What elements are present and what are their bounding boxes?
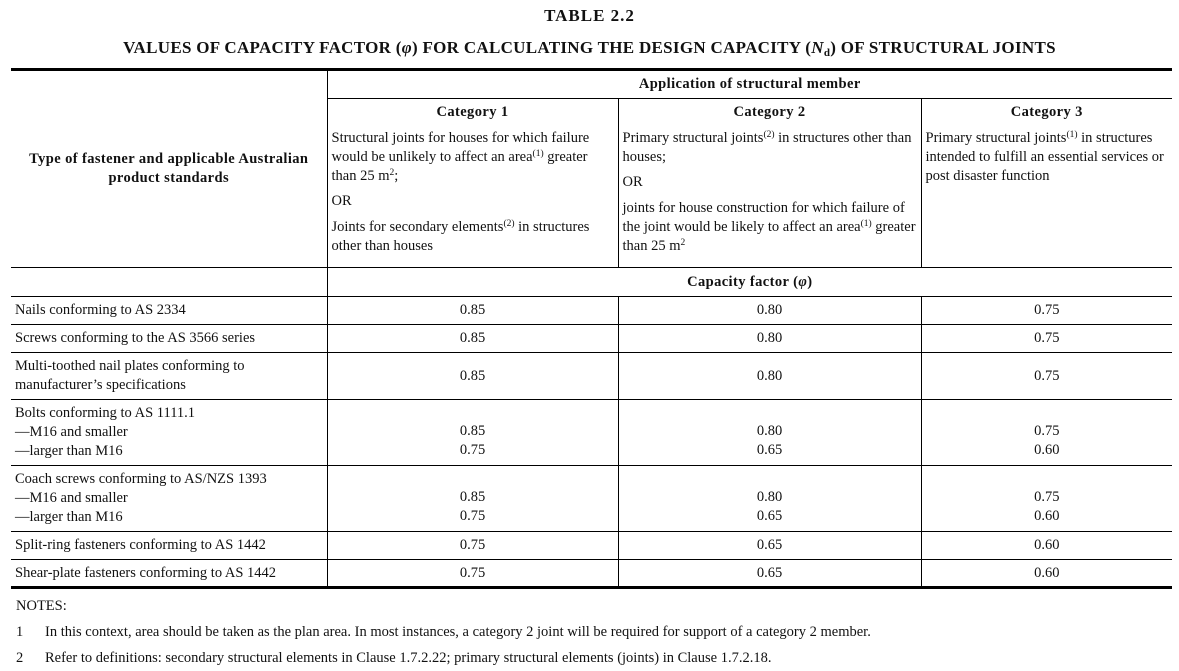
note-2 <box>16 650 771 667</box>
note-2-number: 2 <box>16 650 24 666</box>
category-2-description <box>618 127 921 268</box>
title-n-sub: d <box>823 47 831 59</box>
fastener-type-line: Shear-plate fasteners conforming to AS 1442 <box>15 564 277 581</box>
capacity-factor-value: 0.60 <box>1034 537 1060 553</box>
category-1-description <box>327 127 618 268</box>
category-1-factor-cell <box>327 297 618 325</box>
note-1 <box>16 624 871 641</box>
capacity-factor-value: 0.65 <box>756 564 783 581</box>
table-number: TABLE 2.2 <box>544 6 635 25</box>
capacity-factor-value: 0.85 <box>459 423 486 439</box>
fastener-type-line: Multi-toothed nail plates conforming to <box>15 358 245 374</box>
capacity-factor-value: 0.80 <box>756 489 783 505</box>
fastener-type-line: Screws conforming to the AS 3566 series <box>15 330 256 346</box>
fastener-type-line: —larger than M16 <box>15 443 123 459</box>
fastener-type-line: Split-ring fasteners conforming to AS 1442 <box>15 537 266 553</box>
category-3-factor-cell <box>921 400 1172 466</box>
category-2-factor-cell <box>618 532 921 560</box>
category-3-factor-cell <box>921 560 1172 588</box>
fastener-type-cell <box>11 353 327 400</box>
data-rows <box>11 297 1172 588</box>
capacity-factor-value: 0.85 <box>459 302 486 318</box>
table-title <box>0 38 1179 59</box>
category-1-para-2: Joints for secondary elements$^{(2)}$ in structures other than houses <box>331 218 590 254</box>
category-2-factor-cell <box>618 466 921 532</box>
fastener-type-header: Type of fastener and applicable Australian product standards <box>11 70 327 268</box>
title-text-3: ) OF STRUCTURAL JOINTS <box>830 38 1056 57</box>
note-2-text: Refer to definitions: secondary structural elements in Clause 1.7.2.22; primary structural elements (joints) in Clause 1.7.2.18. <box>45 650 772 666</box>
category-1-or: OR <box>331 192 352 209</box>
category-2-para-1: Primary structural joints$^{(2)}$ in structures other than houses; <box>622 129 912 165</box>
category-1-para-1: Structural joints for houses for which failure would be unlikely to affect an area$^{(1)}$ greater than 25 $m^2$; <box>331 129 590 184</box>
capacity-factor-value: 0.60 <box>1034 564 1060 581</box>
table-row <box>11 297 1172 325</box>
title-text-2: ) FOR CALCULATING THE DESIGN CAPACITY ( <box>411 38 812 57</box>
category-1-factor-cell <box>327 353 618 400</box>
capacity-factor-value: 0.75 <box>1034 489 1060 505</box>
capacity-factor-value: 0.75 <box>459 442 486 458</box>
fastener-type-cell <box>11 297 327 325</box>
capacity-factor-value: 0.75 <box>1034 302 1060 318</box>
capacity-factor-value: 0.80 <box>756 367 783 384</box>
category-3-factor-cell <box>921 353 1172 400</box>
category-1-factor-cell <box>327 532 618 560</box>
fastener-type-line: Bolts conforming to AS 1111.1 <box>15 405 196 421</box>
notes-heading: NOTES: <box>16 598 67 614</box>
capacity-factor-value: 0.85 <box>459 367 486 384</box>
capacity-factor-value: 0.80 <box>756 330 783 346</box>
category-3-factor-cell <box>921 297 1172 325</box>
category-2-factor-cell <box>618 325 921 353</box>
category-2-factor-cell <box>618 353 921 400</box>
category-1-header: Category 1 <box>327 99 618 127</box>
capacity-factor-value: 0.60 <box>1034 442 1060 458</box>
capacity-factor-value: 0.75 <box>1034 367 1060 384</box>
category-2-factor-cell <box>618 297 921 325</box>
fastener-type-line: manufacturer’s specifications <box>15 377 186 393</box>
note-1-number: 1 <box>16 624 24 640</box>
category-1-factor-cell <box>327 560 618 588</box>
capacity-factor-value: 0.80 <box>756 302 783 318</box>
category-2-factor-cell <box>618 400 921 466</box>
fastener-type-line: —M16 and smaller <box>15 424 128 440</box>
capacity-factor-table <box>11 68 1172 589</box>
capacity-factor-value: 0.75 <box>459 508 486 524</box>
capacity-factor-value: 0.65 <box>756 508 783 524</box>
category-3-factor-cell <box>921 532 1172 560</box>
capacity-factor-value: 0.80 <box>756 423 783 439</box>
category-3-para-1: Primary structural joints$^{(1)}$ in structures intended to fulfill an essential services or post disaster function <box>925 129 1164 184</box>
category-1-factor-cell <box>327 400 618 466</box>
title-text-1: VALUES OF CAPACITY FACTOR ( <box>123 38 402 57</box>
title-phi: φ <box>401 38 412 57</box>
fastener-type-cell <box>11 532 327 560</box>
fastener-type-line: —M16 and smaller <box>15 490 128 506</box>
title-n: N <box>811 38 824 57</box>
fastener-type-line: —larger than M16 <box>15 509 123 525</box>
capacity-factor-value: 0.75 <box>1034 423 1060 439</box>
capacity-factor-value: 0.85 <box>459 330 486 346</box>
category-3-description <box>921 127 1172 268</box>
category-2-factor-cell <box>618 560 921 588</box>
capacity-factor-value: 0.65 <box>756 537 783 553</box>
category-3-header: Category 3 <box>921 99 1172 127</box>
fastener-type-cell <box>11 400 327 466</box>
capacity-factor-value: 0.75 <box>459 564 486 581</box>
category-3-factor-cell <box>921 466 1172 532</box>
table-row <box>11 325 1172 353</box>
table-row <box>11 400 1172 466</box>
table-row <box>11 532 1172 560</box>
capacity-factor-value: 0.75 <box>459 537 486 553</box>
fastener-type-line: Coach screws conforming to AS/NZS 1393 <box>15 471 267 487</box>
capacity-factor-value: 0.60 <box>1034 508 1060 524</box>
fastener-type-cell <box>11 325 327 353</box>
category-1-factor-cell <box>327 466 618 532</box>
fastener-type-line: Nails conforming to AS 2334 <box>15 302 186 318</box>
fastener-type-cell <box>11 466 327 532</box>
category-2-or: OR <box>622 173 643 190</box>
category-3-factor-cell <box>921 325 1172 353</box>
capacity-factor-value: 0.75 <box>1034 330 1060 346</box>
table-row <box>11 353 1172 400</box>
capacity-factor-value: 0.85 <box>459 489 486 505</box>
capacity-factor-value: 0.65 <box>756 442 783 458</box>
capacity-factor-header: Capacity factor (φ) <box>327 268 1172 297</box>
category-1-factor-cell <box>327 325 618 353</box>
table-row <box>11 560 1172 588</box>
category-2-header: Category 2 <box>618 99 921 127</box>
note-1-text: In this context, area should be taken as the plan area. In most instances, a category 2 joint will be required for support of a category 2 member. <box>45 624 871 640</box>
category-2-para-2: joints for house construction for which failure of the joint would be likely to affect an area$^{(1)}$ greater than 25 $m^2$ <box>622 199 916 254</box>
application-header: Application of structural member <box>327 70 1172 99</box>
fastener-type-cell <box>11 560 327 588</box>
table-row <box>11 466 1172 532</box>
empty-header-cell <box>11 268 327 297</box>
